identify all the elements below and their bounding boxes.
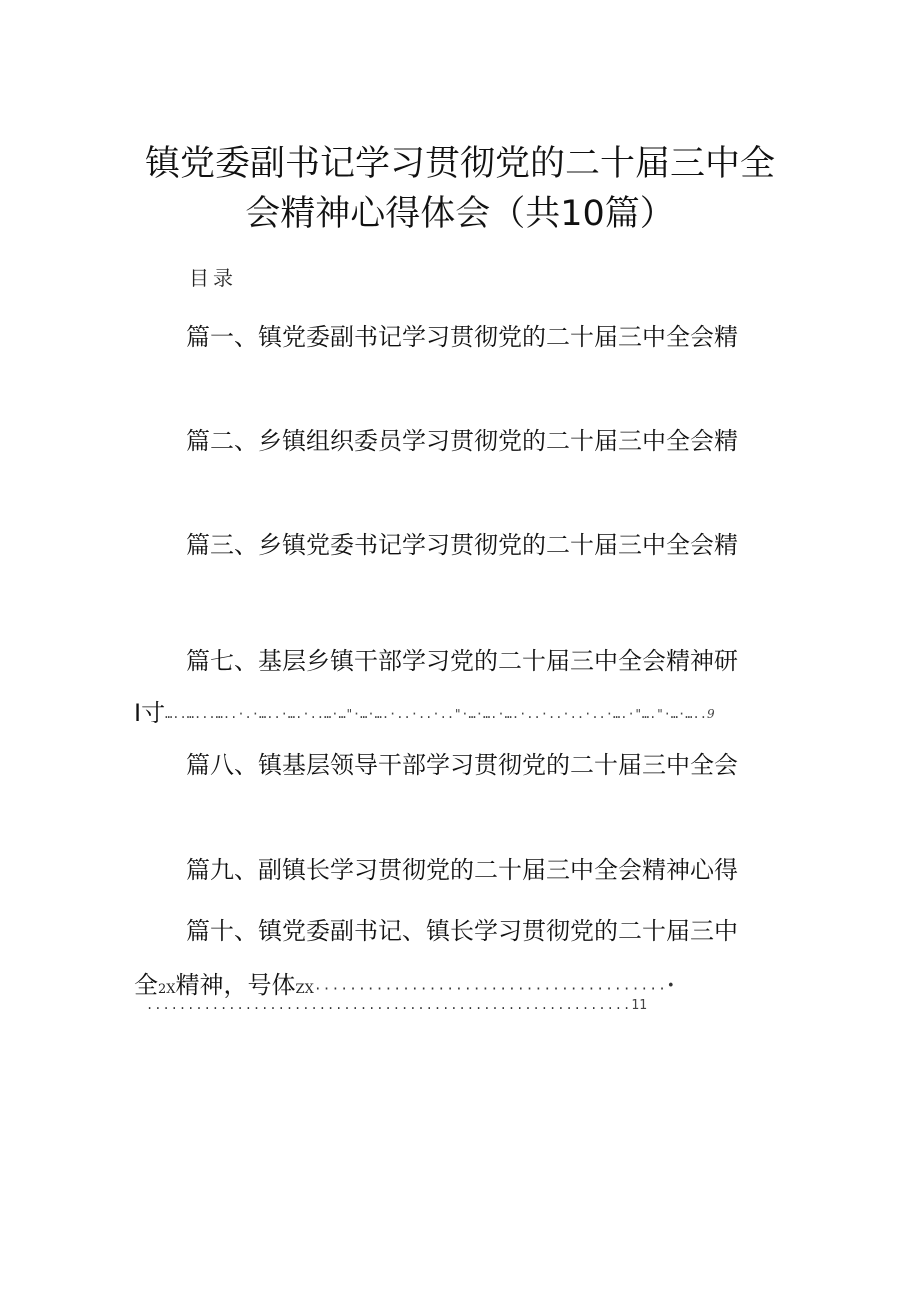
toc-entry-2[interactable]: 篇二、乡镇组织委员学习贯彻党的二十届三中全会精 xyxy=(186,427,738,455)
toc-entry-10-continuation xyxy=(134,965,676,1000)
toc-entry-3[interactable]: 篇三、乡镇党委书记学习贯彻党的二十届三中全会精 xyxy=(186,531,738,559)
toc-entry-9[interactable]: 篇九、副镇长学习贯彻党的二十届三中全会精神心得 xyxy=(186,856,738,884)
toc-entry-10-leader-row xyxy=(146,998,647,1013)
toc-label: 目录 xyxy=(189,266,237,290)
toc-entry-7-page-number: 9 xyxy=(706,707,715,721)
toc-entry-7[interactable]: 篇七、基层乡镇干部学习党的二十届三中全会精神研 xyxy=(186,647,738,675)
toc-entry-8[interactable]: 篇八、镇基层领导干部学习贯彻党的二十届三中全会 xyxy=(186,751,738,779)
toc-entry-10-continuation-d: ZX xyxy=(295,982,314,997)
toc-entry-10-leader-row-dots: ........................................................... xyxy=(146,998,632,1012)
toc-entry-7-leader: …..…...…..·.·…..·….·..…·…"·…·….·..·..·.."·…·….·….·..·..·..·..·….·"…."·…·….. xyxy=(165,707,707,721)
toc-entry-7-continuation xyxy=(134,693,715,728)
toc-entry-10-leader: ........................................• xyxy=(313,978,676,994)
toc-entry-10-page-number: 11 xyxy=(631,998,647,1013)
toc-entry-10-continuation-b: 2X xyxy=(158,982,176,997)
toc-entry-7-continuation-text: I寸 xyxy=(134,699,166,727)
toc-entry-10[interactable]: 篇十、镇党委副书记、镇长学习贯彻党的二十届三中 xyxy=(186,917,738,945)
toc-entry-10-continuation-a: 全 xyxy=(134,971,158,999)
toc-entry-10-continuation-c: 精神，号体 xyxy=(175,971,296,999)
toc-entry-1[interactable]: 篇一、镇党委副书记学习贯彻党的二十届三中全会精 xyxy=(186,323,738,351)
document-title-line-2: 会精神心得体会（共10篇） xyxy=(245,194,675,234)
document-title-line-1: 镇党委副书记学习贯彻党的二十届三中全 xyxy=(144,144,775,184)
